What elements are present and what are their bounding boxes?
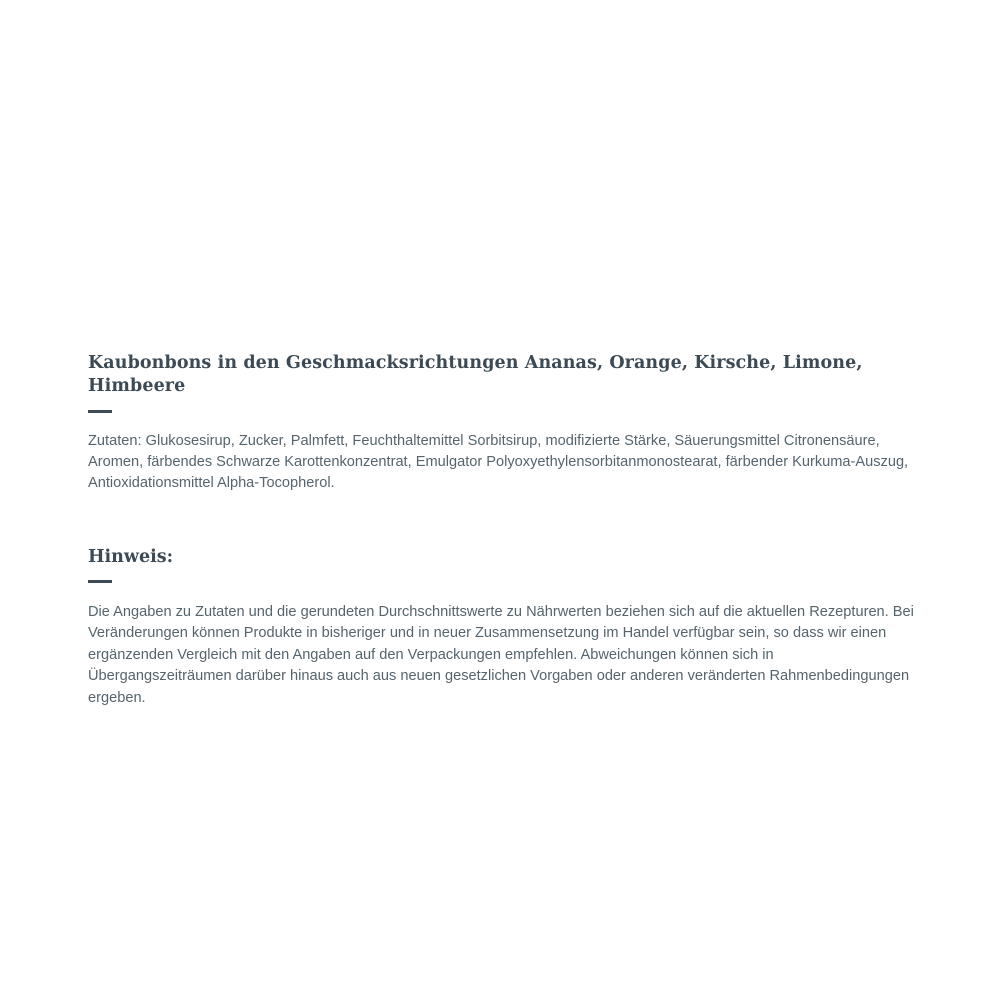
section-spacer <box>88 495 918 547</box>
notice-text: Die Angaben zu Zutaten und die gerundeten Durchschnittswerte zu Nährwerten beziehen sich auf die aktuellen Rezepturen. Bei Veränderungen können Produkte in bisheriger und in neuer Zusammensetzung im Handel verfügbar sein, so dass wir einen ergänzenden Vergleich mit den Angaben auf den Verpackungen empfehlen. Abweichungen können sich in Übergangszeiträumen darüber hinaus auch aus neuen gesetzlichen Vorgaben oder anderen veränderten Rahmenbedingungen ergeben. <box>88 603 914 706</box>
content-column <box>88 352 918 709</box>
product-heading: Kaubonbons in den Geschmacksrichtungen Ananas, Orange, Kirsche, Limone, Himbeere <box>88 353 863 396</box>
heading-divider <box>88 410 112 413</box>
ingredients-text: Zutaten: Glukosesirup, Zucker, Palmfett, Feuchthaltemittel Sorbitsirup, modifizierte Stärke, Säuerungsmittel Citronensäure, Aromen, färbendes Schwarze Karottenkonzentrat, Emulgator Polyoxyethylensorbitanmonostearat, färbender Kurkuma-Auszug, Antioxidationsmittel Alpha-Tocopherol. <box>88 432 909 492</box>
notice-divider <box>88 580 112 583</box>
notice-heading: Hinweis: <box>88 546 174 567</box>
